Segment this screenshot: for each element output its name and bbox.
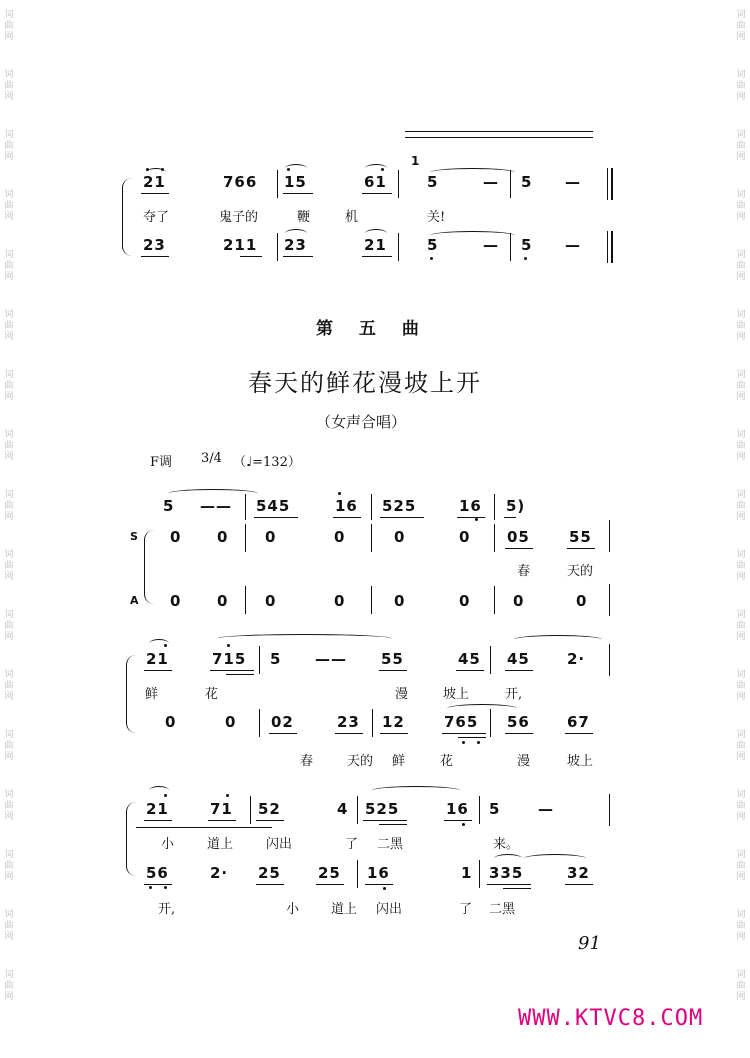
song-title: 春天的鲜花漫坡上开: [248, 369, 482, 397]
lyric: 鞭: [297, 210, 311, 225]
lyric: 鬼子的: [219, 210, 259, 225]
lyric: 道上: [331, 902, 358, 917]
note: 525: [382, 497, 417, 515]
note: 5: [489, 800, 501, 818]
lyric: 开,: [158, 902, 176, 917]
note: 15: [284, 173, 307, 191]
lyric: 鲜: [392, 754, 406, 769]
note: 55: [381, 650, 404, 668]
note: 5: [427, 173, 439, 191]
lyric: 春: [517, 564, 531, 579]
note: 67: [567, 713, 590, 731]
lyric: 道上: [207, 837, 234, 852]
lyric: 二黑: [489, 902, 516, 917]
note: 45: [507, 650, 530, 668]
lyric: 闪出: [266, 837, 293, 852]
note: 0: [165, 713, 177, 731]
note: 23: [143, 236, 166, 254]
note: 0: [225, 713, 237, 731]
note: 21: [146, 800, 169, 818]
note: 0: [459, 592, 471, 610]
note: 56: [146, 864, 169, 882]
note: —: [483, 236, 499, 254]
note: 56: [507, 713, 530, 731]
lyric: 漫: [517, 754, 531, 769]
note: 4: [337, 800, 349, 818]
lyric: 漫: [395, 687, 409, 702]
time-signature: 3/4: [201, 451, 222, 466]
note: 715: [212, 650, 247, 668]
note: 0: [334, 528, 346, 546]
note: 0: [394, 528, 406, 546]
note: —: [538, 800, 554, 818]
note: 0: [576, 592, 588, 610]
note: 21: [364, 236, 387, 254]
lyric: 了: [459, 902, 473, 917]
note: 5: [521, 236, 533, 254]
lyric: 夺了: [143, 210, 170, 225]
side-watermark-left: 词 曲 网 词 曲 网 词 曲 网 词 曲 网 词 曲 网 词 曲 网 词 曲 网 词 曲 网 词 曲 网 词 曲 网 词 曲 网 词 曲 网 词 曲 网 词 曲 网 词 曲 网 词 曲 网 词 曲 网: [4, 10, 14, 1002]
note: 21: [146, 650, 169, 668]
lyric: 花: [440, 754, 454, 769]
section-heading: 第 五 曲: [316, 319, 429, 339]
song-subtitle: （女声合唱）: [316, 413, 407, 431]
lyric: 闪出: [376, 902, 403, 917]
note: ——: [315, 650, 347, 668]
note: 52: [258, 800, 281, 818]
note: 765: [444, 713, 479, 731]
lyric: 天的: [567, 564, 594, 579]
lyric: 鲜: [145, 687, 159, 702]
note: —: [565, 173, 581, 191]
note: 25: [318, 864, 341, 882]
lyric: 坡上: [567, 754, 594, 769]
note: 16: [446, 800, 469, 818]
lyric: 了: [345, 837, 359, 852]
note: 5: [270, 650, 282, 668]
page-number: 91: [578, 933, 601, 954]
note: 211: [223, 236, 258, 254]
volta-number: 1: [411, 154, 421, 168]
note: 0: [513, 592, 525, 610]
note: 2·: [210, 864, 229, 882]
note: 0: [265, 592, 277, 610]
lyric: 关!: [427, 210, 446, 225]
note: 5): [506, 497, 526, 515]
note: —: [483, 173, 499, 191]
note: 23: [284, 236, 307, 254]
note: 71: [210, 800, 233, 818]
note: 02: [271, 713, 294, 731]
note: 0: [459, 528, 471, 546]
note: 0: [265, 528, 277, 546]
lyric: 二黑: [377, 837, 404, 852]
note: ——: [200, 497, 232, 515]
note: 335: [489, 864, 524, 882]
note: 21: [143, 173, 166, 191]
note: 16: [335, 497, 358, 515]
key-signature: F调: [150, 455, 173, 470]
note: 0: [170, 592, 182, 610]
note: 61: [364, 173, 387, 191]
note: 0: [217, 528, 229, 546]
lyric: 春: [300, 754, 314, 769]
note: 0: [170, 528, 182, 546]
side-watermark-right: 词 曲 网 词 曲 网 词 曲 网 词 曲 网 词 曲 网 词 曲 网 词 曲 网 词 曲 网 词 曲 网 词 曲 网 词 曲 网 词 曲 网 词 曲 网 词 曲 网 词 曲 网 词 曲 网 词 曲 网: [736, 10, 746, 1002]
note: 1: [461, 864, 473, 882]
note: 05: [507, 528, 530, 546]
note: 32: [567, 864, 590, 882]
note: 16: [459, 497, 482, 515]
note: 0: [394, 592, 406, 610]
note: 0: [217, 592, 229, 610]
lyric: 来。: [493, 837, 520, 852]
voice-label-soprano: S: [130, 530, 138, 543]
lyric: 小: [286, 902, 300, 917]
note: 25: [258, 864, 281, 882]
lyric: 小: [161, 837, 175, 852]
note: 5: [163, 497, 175, 515]
lyric: 坡上: [443, 687, 470, 702]
lyric: 天的: [347, 754, 374, 769]
note: 0: [334, 592, 346, 610]
lyric: 开,: [505, 687, 523, 702]
note: 45: [458, 650, 481, 668]
note: —: [565, 236, 581, 254]
note: 766: [223, 173, 258, 191]
note: 2·: [567, 650, 586, 668]
lyric: 机: [345, 210, 359, 225]
note: 5: [521, 173, 533, 191]
note: 23: [337, 713, 360, 731]
tempo-marking: （♩=132）: [233, 455, 301, 470]
note: 12: [382, 713, 405, 731]
footer-watermark: WWW.KTVC8.COM: [518, 1006, 704, 1031]
voice-label-alto: A: [130, 594, 139, 607]
note: 55: [569, 528, 592, 546]
lyric: 花: [205, 687, 219, 702]
note: 16: [367, 864, 390, 882]
note: 5: [427, 236, 439, 254]
note: 545: [256, 497, 291, 515]
note: 525: [365, 800, 400, 818]
